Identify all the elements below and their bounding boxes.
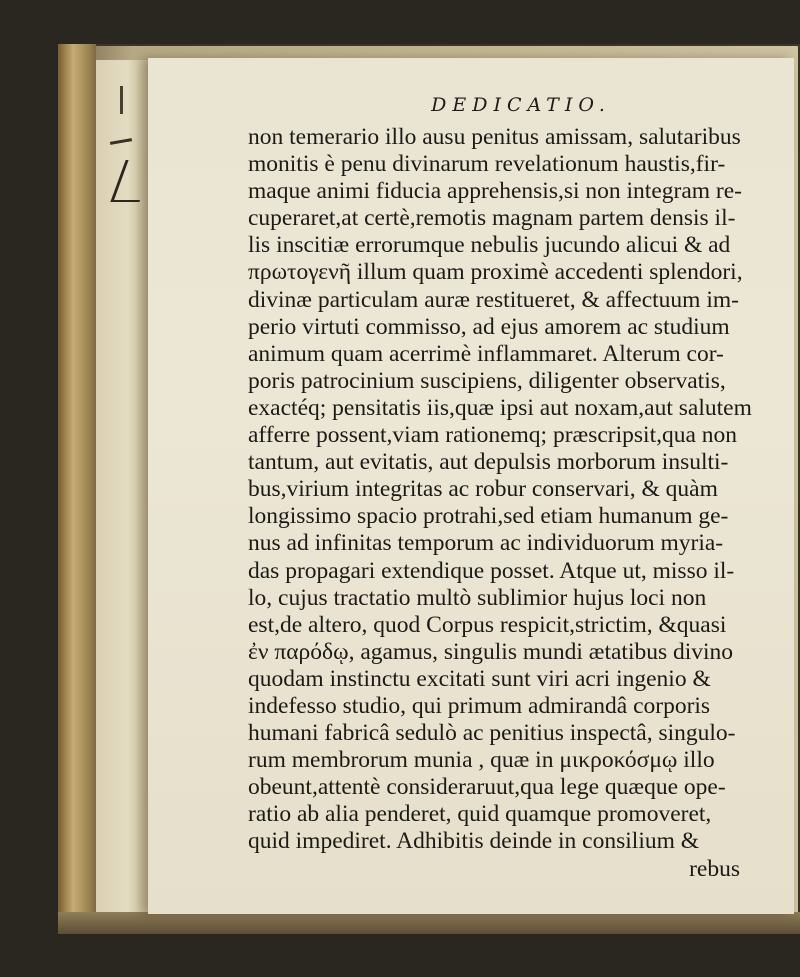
running-head: DEDICATIO. [431, 94, 611, 116]
text-line: bus,virium integritas ac robur conservari, & quàm [248, 476, 718, 503]
text-line: rum membrorum munia , quæ in μικροκόσμῳ illo [248, 747, 715, 774]
text-line: quid impediret. Adhibitis deinde in consilium & [248, 828, 700, 855]
text-line: exactéq; pensitatis iis,quæ ipsi aut noxam,aut salutem [248, 394, 752, 421]
text-line: non temerario illo ausu penitus amissam, salutaribus [248, 124, 741, 150]
text-line: πρωτογενῆ illum quam proximè accedenti splendori, [248, 259, 743, 286]
text-line: cuperaret,at certè,remotis magnam partem densis il- [248, 205, 736, 232]
text-line: longissimo spacio protrahi,sed etiam humanum ge- [248, 503, 729, 530]
text-line: afferre possent,viam rationemq; præscripsit,qua non [248, 422, 738, 449]
text-line: tantum, aut evitatis, aut depulsis morborum insulti- [248, 449, 729, 476]
book-spine [58, 44, 96, 934]
text-line: maque animi fiducia apprehensis,si non integram re- [248, 178, 742, 205]
text-line: das propagari extendique posset. Atque ut, misso il- [248, 557, 735, 584]
text-line: ἐν παρόδῳ, agamus, singulis mundi ætatibus divino [248, 638, 734, 665]
text-line: obeunt,attentè consideraruut,qua lege quæque ope- [248, 774, 726, 801]
text-line: nus ad infinitas temporum ac individuorum myria- [248, 530, 724, 557]
text-line: quodam instinctu excitati sunt viri acri ingenio & [248, 665, 711, 692]
text-line: lo, cujus tractatio multò sublimior hujus loci non [248, 584, 707, 611]
catchword: rebus [689, 855, 740, 882]
text-line: est,de altero, quod Corpus respicit,strictim, &quasi [248, 611, 727, 638]
text-line: animum quam acerrimè inflammaret. Alterum cor- [248, 340, 724, 367]
text-line: lis inscitiæ errorumque nebulis jucundo alicui & ad [248, 232, 731, 259]
text-line: humani fabricâ sedulò ac penitius inspectâ, singulo- [248, 720, 736, 747]
page-text-block [248, 88, 788, 883]
book-bottom-edge [58, 912, 800, 934]
book-page [148, 58, 794, 914]
text-line: indefesso studio, qui primum admirandâ corporis [248, 692, 711, 719]
body-text [248, 124, 788, 856]
text-line: perio virtuti commisso, ad ejus amorem ac studium [248, 313, 730, 340]
ink-mark [120, 86, 123, 114]
text-line: poris patrocinium suscipiens, diligenter observatis, [248, 367, 726, 394]
text-line: ratio ab alia penderet, quid quamque promoveret, [248, 801, 712, 828]
text-line: monitis è penu divinarum revelationum haustis,fir- [248, 151, 726, 178]
text-line: divinæ particulam auræ restitueret, & affectuum im- [248, 286, 739, 313]
